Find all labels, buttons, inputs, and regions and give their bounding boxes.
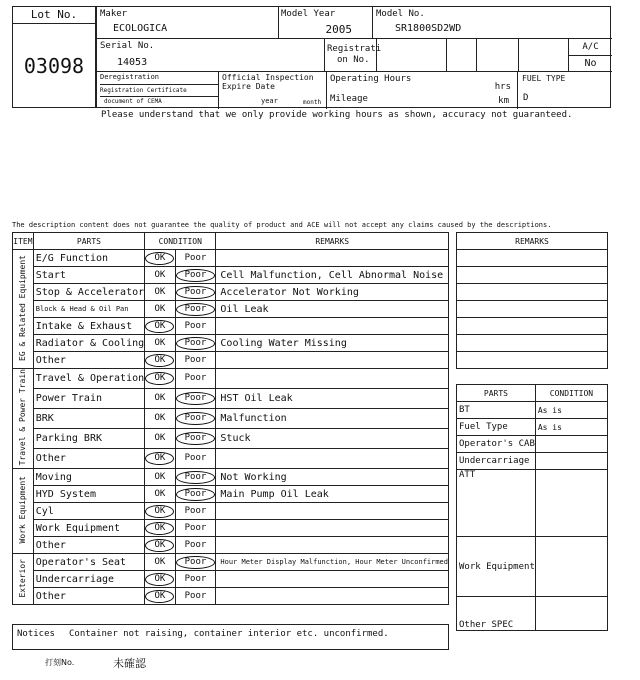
table-row: [13, 429, 449, 449]
right-part-condition: [535, 470, 607, 537]
part-name: E/G Function: [33, 250, 144, 267]
poor-cell: [175, 352, 216, 369]
hours-note: Please understand that we only provide working hours as shown, accuracy not guaranteed.: [101, 110, 573, 120]
table-row: [13, 352, 449, 369]
ok-cell: [145, 429, 175, 449]
ok-mark: OK: [154, 269, 166, 280]
poor-mark: Poor: [176, 556, 216, 569]
part-name: Moving: [33, 469, 144, 486]
ok-mark: OK: [145, 320, 174, 333]
poor-mark: Poor: [176, 432, 216, 445]
poor-mark: Poor: [184, 252, 207, 263]
remark: Accelerator Not Working: [216, 284, 449, 301]
serial-label: Serial No.: [100, 41, 155, 51]
right-part-name: ATT: [457, 470, 536, 537]
inspection-label-2: Expire Date: [222, 82, 275, 91]
km-label: km: [498, 96, 509, 106]
model-no-value: SR1800SD2WD: [395, 23, 462, 34]
part-name: Other: [33, 537, 144, 554]
poor-mark: Poor: [184, 453, 207, 464]
reg-box-4: [519, 39, 569, 72]
part-name: Other: [33, 449, 144, 469]
op-hours-label: Operating Hours: [330, 74, 412, 84]
ok-cell: [145, 409, 175, 429]
poor-cell: [175, 588, 216, 605]
ok-mark: OK: [154, 471, 166, 482]
ok-cell: [145, 335, 175, 352]
right-parts-row: [457, 402, 608, 419]
right-parts-row: [457, 419, 608, 436]
poor-cell: [175, 503, 216, 520]
poor-cell: [175, 486, 216, 503]
lot-no-value: 03098: [23, 54, 85, 78]
ok-mark: OK: [145, 590, 174, 603]
item-group-label: Exterior: [18, 558, 28, 598]
right-parts-table: [456, 384, 608, 631]
condition-table: [12, 232, 449, 605]
poor-cell: [175, 571, 216, 588]
table-row: [13, 571, 449, 588]
poor-cell: [175, 520, 216, 537]
remark: [216, 369, 449, 389]
ac-value: No: [584, 58, 597, 69]
part-name: Radiator & Cooling: [33, 335, 144, 352]
poor-cell: [175, 250, 216, 267]
ok-mark: OK: [145, 539, 174, 552]
maker-cell: [97, 7, 279, 39]
poor-cell: [175, 409, 216, 429]
poor-mark: Poor: [184, 539, 207, 550]
right-parts-row: [457, 436, 608, 453]
poor-cell: [175, 429, 216, 449]
right-part-name: Work Equipment: [457, 537, 536, 597]
hrs-label: hrs: [494, 82, 511, 92]
table-row: [13, 503, 449, 520]
part-name: Start: [33, 267, 144, 284]
table-row: [13, 335, 449, 352]
header-grid: [96, 6, 611, 108]
ac-value-cell: [569, 56, 612, 72]
poor-mark: Poor: [176, 392, 216, 405]
ok-cell: [145, 267, 175, 284]
right-remarks-row: [457, 335, 608, 352]
remark: Malfunction: [216, 409, 449, 429]
poor-mark: Poor: [176, 286, 216, 299]
right-remarks-table: [456, 232, 608, 369]
ok-cell: [145, 284, 175, 301]
ok-mark: OK: [145, 354, 174, 367]
ok-cell: [145, 537, 175, 554]
ac-label: A/C: [582, 42, 599, 52]
ok-cell: [145, 369, 175, 389]
remark: [216, 352, 449, 369]
part-name: Parking BRK: [33, 429, 144, 449]
reg-box-3: [477, 39, 519, 72]
ok-mark: OK: [154, 433, 166, 444]
right-remarks-row: [457, 267, 608, 284]
table-row: [13, 369, 449, 389]
registration-cell: [325, 39, 382, 72]
ok-cell: [145, 486, 175, 503]
right-part-condition: [535, 436, 607, 453]
table-row: [13, 250, 449, 267]
fuel-cell: [518, 72, 612, 109]
ok-cell: [145, 389, 175, 409]
ok-mark: OK: [145, 252, 174, 265]
right-remarks-row: [457, 318, 608, 335]
poor-cell: [175, 449, 216, 469]
remark: [216, 537, 449, 554]
poor-cell: [175, 554, 216, 571]
remark: Stuck: [216, 429, 449, 449]
remark: [216, 449, 449, 469]
lot-box: [12, 6, 96, 108]
part-name: Undercarriage: [33, 571, 144, 588]
part-name: Work Equipment: [33, 520, 144, 537]
part-name: BRK: [33, 409, 144, 429]
right-part-name: BT: [457, 402, 536, 419]
right-part-condition: As is: [535, 402, 607, 419]
registration-label-1: Registrati: [327, 44, 382, 54]
right-remarks-row: [457, 284, 608, 301]
ok-cell: [145, 554, 175, 571]
part-name: Stop & Accelerator: [33, 284, 144, 301]
right-parts-row: [457, 537, 608, 597]
remark: Oil Leak: [216, 301, 449, 318]
remarks-header: REMARKS: [216, 233, 449, 250]
ok-mark: OK: [154, 413, 166, 424]
item-group-label: EG & Related Equipment: [18, 254, 28, 361]
item-group-label: Work Equipment: [18, 476, 28, 544]
serial-value: 14053: [117, 57, 148, 68]
ok-cell: [145, 469, 175, 486]
reg-cert-label: Registration Certificate: [100, 85, 219, 97]
poor-cell: [175, 335, 216, 352]
right-part-name: Operator's CAB: [457, 436, 536, 453]
ok-mark: OK: [145, 505, 174, 518]
right-condition-header: CONDITION: [535, 385, 607, 402]
right-part-name: Other SPEC: [457, 597, 536, 631]
right-part-name: Undercarriage: [457, 453, 536, 470]
right-part-condition: [535, 597, 607, 631]
right-parts-row: [457, 453, 608, 470]
maker-value: ECOLOGICA: [113, 23, 168, 34]
notices-box: [12, 624, 449, 650]
ok-mark: OK: [145, 522, 174, 535]
part-name: Intake & Exhaust: [33, 318, 144, 335]
poor-mark: Poor: [176, 471, 216, 484]
part-name: Other: [33, 588, 144, 605]
right-parts-row: [457, 597, 608, 631]
part-name: Block & Head & Oil Pan: [33, 301, 144, 318]
table-row: [13, 449, 449, 469]
poor-mark: Poor: [176, 303, 216, 316]
poor-cell: [175, 389, 216, 409]
right-part-condition: As is: [535, 419, 607, 436]
hours-cell: [327, 72, 518, 109]
part-name: Cyl: [33, 503, 144, 520]
item-group-cell: [13, 250, 34, 369]
poor-mark: Poor: [184, 373, 207, 384]
remark: [216, 250, 449, 267]
poor-mark: Poor: [176, 412, 216, 425]
ac-label-cell: [569, 39, 612, 56]
ok-cell: [145, 449, 175, 469]
poor-cell: [175, 301, 216, 318]
poor-mark: Poor: [176, 269, 216, 282]
part-name: HYD System: [33, 486, 144, 503]
registration-label-2: on No.: [337, 55, 370, 65]
poor-cell: [175, 318, 216, 335]
table-row: [13, 389, 449, 409]
remark: Hour Meter Display Malfunction, Hour Meter Unconfirmed: [216, 554, 449, 571]
remark: Not Working: [216, 469, 449, 486]
inspection-label-1: Official Inspection: [222, 73, 314, 82]
dereg-cell: [97, 72, 219, 109]
right-part-name: Fuel Type: [457, 419, 536, 436]
poor-cell: [175, 369, 216, 389]
table-row: [13, 520, 449, 537]
poor-mark: Poor: [176, 337, 216, 350]
right-part-condition: [535, 453, 607, 470]
dereg-label: Deregistration: [100, 73, 219, 85]
parts-header: PARTS: [33, 233, 144, 250]
poor-cell: [175, 537, 216, 554]
fuel-type-value: D: [523, 93, 529, 103]
notices-text: Container not raising, container interior etc. unconfirmed.: [69, 629, 389, 639]
item-group-cell: [13, 554, 34, 605]
poor-mark: Poor: [184, 573, 207, 584]
ok-cell: [145, 301, 175, 318]
ok-mark: OK: [154, 556, 166, 567]
table-row: [13, 267, 449, 284]
disclaimer: The description content does not guarantee the quality of product and ACE will not accept any claims caused by the descriptions.: [12, 221, 552, 229]
poor-mark: Poor: [184, 320, 207, 331]
remark: HST Oil Leak: [216, 389, 449, 409]
poor-cell: [175, 284, 216, 301]
ok-cell: [145, 352, 175, 369]
poor-mark: Poor: [176, 488, 216, 501]
poor-cell: [175, 267, 216, 284]
month-label: month: [303, 99, 322, 106]
part-name: Other: [33, 352, 144, 369]
item-group-cell: [13, 369, 34, 469]
inspection-cell: [219, 72, 327, 109]
right-parts-header: PARTS: [457, 385, 536, 402]
item-group-cell: [13, 469, 34, 554]
ok-cell: [145, 250, 175, 267]
remark: [216, 503, 449, 520]
table-row: [13, 318, 449, 335]
part-name: Power Train: [33, 389, 144, 409]
model-no-cell: [373, 7, 612, 39]
ok-mark: OK: [145, 452, 174, 465]
remark: Main Pump Oil Leak: [216, 486, 449, 503]
poor-cell: [175, 469, 216, 486]
item-group-label: Travel & Power Train: [18, 369, 28, 466]
table-row: [13, 284, 449, 301]
ok-mark: OK: [154, 488, 166, 499]
reg-box-2: [447, 39, 477, 72]
right-remarks-row: [457, 301, 608, 318]
year-label: year: [261, 97, 278, 105]
remark: [216, 588, 449, 605]
table-row: [13, 301, 449, 318]
part-name: Travel & Operation: [33, 369, 144, 389]
serial-cell: [97, 39, 325, 72]
condition-header: CONDITION: [145, 233, 216, 250]
table-row: [13, 469, 449, 486]
table-row: [13, 554, 449, 571]
ok-mark: OK: [154, 303, 166, 314]
mileage-label: Mileage: [330, 94, 368, 104]
reg-box-1: [377, 39, 447, 72]
stamp-label: 打刻No.: [45, 658, 75, 667]
right-remarks-header: REMARKS: [457, 233, 608, 250]
item-header: ITEM: [13, 233, 34, 250]
table-row: [13, 537, 449, 554]
model-year-label: Model Year: [281, 9, 336, 19]
ok-mark: OK: [154, 286, 166, 297]
ok-mark: OK: [154, 337, 166, 348]
right-part-condition: [535, 537, 607, 597]
part-name: Operator's Seat: [33, 554, 144, 571]
ok-mark: OK: [145, 372, 174, 385]
ok-cell: [145, 571, 175, 588]
remark: [216, 520, 449, 537]
stamp-value: 未確認: [113, 657, 146, 670]
maker-label: Maker: [100, 9, 128, 19]
ok-mark: OK: [154, 393, 166, 404]
poor-mark: Poor: [184, 505, 207, 516]
poor-mark: Poor: [184, 354, 207, 365]
table-row: [13, 409, 449, 429]
cema-label: document of CEMA: [104, 98, 162, 105]
model-no-label: Model No.: [376, 9, 425, 19]
ok-cell: [145, 520, 175, 537]
remark: [216, 318, 449, 335]
remark: Cell Malfunction, Cell Abnormal Noise: [216, 267, 449, 284]
ok-mark: OK: [145, 573, 174, 586]
remark: Cooling Water Missing: [216, 335, 449, 352]
right-remarks-row: [457, 352, 608, 369]
poor-mark: Poor: [184, 590, 207, 601]
ok-cell: [145, 503, 175, 520]
model-year-cell: [279, 7, 373, 39]
lot-no-label: Lot No.: [13, 7, 95, 24]
ok-cell: [145, 588, 175, 605]
remark: [216, 571, 449, 588]
right-remarks-row: [457, 250, 608, 267]
ok-cell: [145, 318, 175, 335]
fuel-type-label: FUEL TYPE: [522, 74, 566, 83]
right-parts-row: [457, 470, 608, 537]
notices-label: Notices: [17, 629, 55, 639]
table-row: [13, 486, 449, 503]
table-row: [13, 588, 449, 605]
model-year-value: 2005: [325, 23, 352, 36]
poor-mark: Poor: [184, 522, 207, 533]
